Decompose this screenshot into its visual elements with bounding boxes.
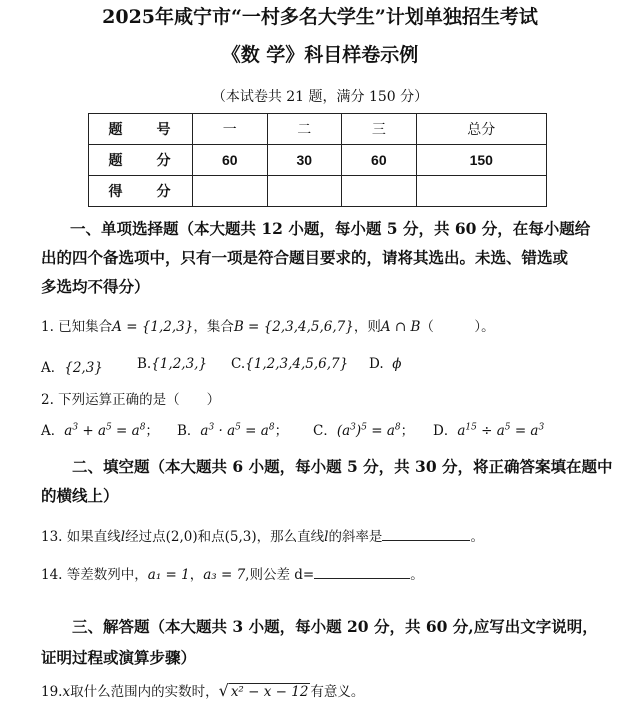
option-c-value: {1,2,3,4,5,6,7} [245, 356, 349, 372]
question-14-end: 。 [410, 567, 424, 583]
sqrt-icon: √ [218, 681, 229, 700]
term-a1: a₁ = 1 [147, 567, 190, 583]
question-1-tail: （ ）。 [420, 319, 495, 335]
question-1-ask: ，则 [353, 319, 381, 335]
option-a-label: A． [41, 423, 65, 439]
section3-heading-line2: 证明过程或演算步骤） [41, 648, 197, 667]
question-1-mid: ，集合 [193, 319, 234, 335]
section3-heading-line1: 三、解答题（本大题共 3 小题，每小题 20 分，共 60 分,应写出文字说明， [72, 617, 598, 636]
exam-note: （本试卷共 21 题，满分 150 分） [211, 89, 429, 105]
column-header-total: 总分 [416, 114, 546, 145]
radicand-expression: x² − x − 12 [230, 684, 309, 700]
question-13-prefix: 13. 如果直线 [41, 529, 121, 545]
option-b-label: B. [137, 356, 152, 372]
row-header-score: 得 分 [89, 176, 193, 207]
option-b-value: {1,2,3,} [151, 356, 208, 372]
table-row [89, 114, 547, 145]
question-14-sep: ， [189, 567, 204, 583]
exam-subject-title: 《数 学》科目样卷示例 [221, 44, 419, 66]
score-cell-1[interactable] [193, 176, 268, 207]
question-13-mid1: 经过点(2,0)和点(5,3)，那么直线 [125, 529, 325, 545]
question-1-prefix: 1. 已知集合 [41, 319, 113, 335]
question-1 [41, 315, 495, 335]
question-19 [41, 680, 364, 700]
row-header-points: 题 分 [89, 145, 193, 176]
score-table [88, 113, 547, 207]
answer-blank-13[interactable] [382, 526, 470, 541]
question-14 [41, 563, 424, 583]
option-a[interactable]: A．$a^3 + a^5 = a^8$； [41, 422, 159, 439]
option-b[interactable] [137, 356, 207, 372]
option-d[interactable] [369, 356, 401, 372]
question-14-mid: ,则公差 d= [245, 567, 315, 583]
option-d[interactable]: D．$a^{15} \div a^5 = a^3$ [433, 422, 545, 439]
option-a-label: A． [41, 360, 65, 376]
column-header-1: 一 [193, 114, 268, 145]
option-c-label: C． [313, 423, 337, 439]
section2-heading-line1: 二、填空题（本大题共 6 小题，每小题 5 分，共 30 分，将正确答案填在题中 [72, 457, 613, 476]
option-d-value: ϕ [392, 356, 402, 372]
section2-heading-line2: 的横线上） [41, 486, 119, 505]
question-19-end: 有意义。 [310, 684, 365, 700]
column-header-3: 三 [342, 114, 417, 145]
question-13-mid2: 的斜率是 [328, 529, 383, 545]
term-a3: a₃ = 7 [203, 567, 246, 583]
option-d-label: D. [369, 356, 384, 372]
section1-heading-line1: 一、单项选择题（本大题共 12 小题，每小题 5 分，共 60 分，在每小题给 [70, 219, 591, 238]
table-row [89, 176, 547, 207]
points-cell-1: 60 [193, 145, 268, 176]
option-c[interactable]: C．$(a^3)^5 = a^8$； [313, 422, 415, 439]
question-13 [41, 525, 484, 545]
option-c[interactable] [231, 356, 348, 372]
exam-title: 2025年咸宁市“一村多名大学生”计划单独招生考试 [102, 6, 538, 28]
section1-heading-line2: 出的四个备选项中，只有一项是符合题目要求的，请将其选出。未选、错选或 [41, 248, 569, 267]
question-14-prefix: 14. 等差数列中， [41, 567, 148, 583]
points-cell-total: 150 [416, 145, 546, 176]
column-header-2: 二 [267, 114, 342, 145]
score-cell-3[interactable] [342, 176, 417, 207]
points-cell-2: 30 [267, 145, 342, 176]
set-a-expression: A = {1,2,3} [112, 319, 194, 335]
table-row [89, 145, 547, 176]
set-b-expression: B = {2,3,4,5,6,7} [233, 319, 354, 335]
answer-blank-14[interactable] [314, 564, 410, 579]
option-a[interactable] [41, 356, 103, 376]
option-b-label: B． [177, 423, 201, 439]
score-cell-2[interactable] [267, 176, 342, 207]
points-cell-3: 60 [342, 145, 417, 176]
question-2-stem: 2. 下列运算正确的是（ ） [41, 392, 221, 408]
question-19-mid: 取什么范围内的实数时， [70, 684, 219, 700]
score-cell-total[interactable] [416, 176, 546, 207]
section1-heading-line3: 多选均不得分） [41, 277, 150, 296]
x-variable: x [62, 684, 71, 700]
line-variable: l [120, 529, 126, 545]
question-13-end: 。 [470, 529, 484, 545]
intersection-expression: A ∩ B [380, 319, 421, 335]
row-header-question-no: 题 号 [89, 114, 193, 145]
question-19-prefix: 19. [41, 684, 63, 700]
option-c-label: C. [231, 356, 246, 372]
option-a-value: {2,3} [64, 360, 103, 376]
option-b[interactable]: B．$a^3 \cdot a^5 = a^8$； [177, 422, 289, 439]
option-d-label: D． [433, 423, 458, 439]
line-variable: l [324, 529, 329, 545]
